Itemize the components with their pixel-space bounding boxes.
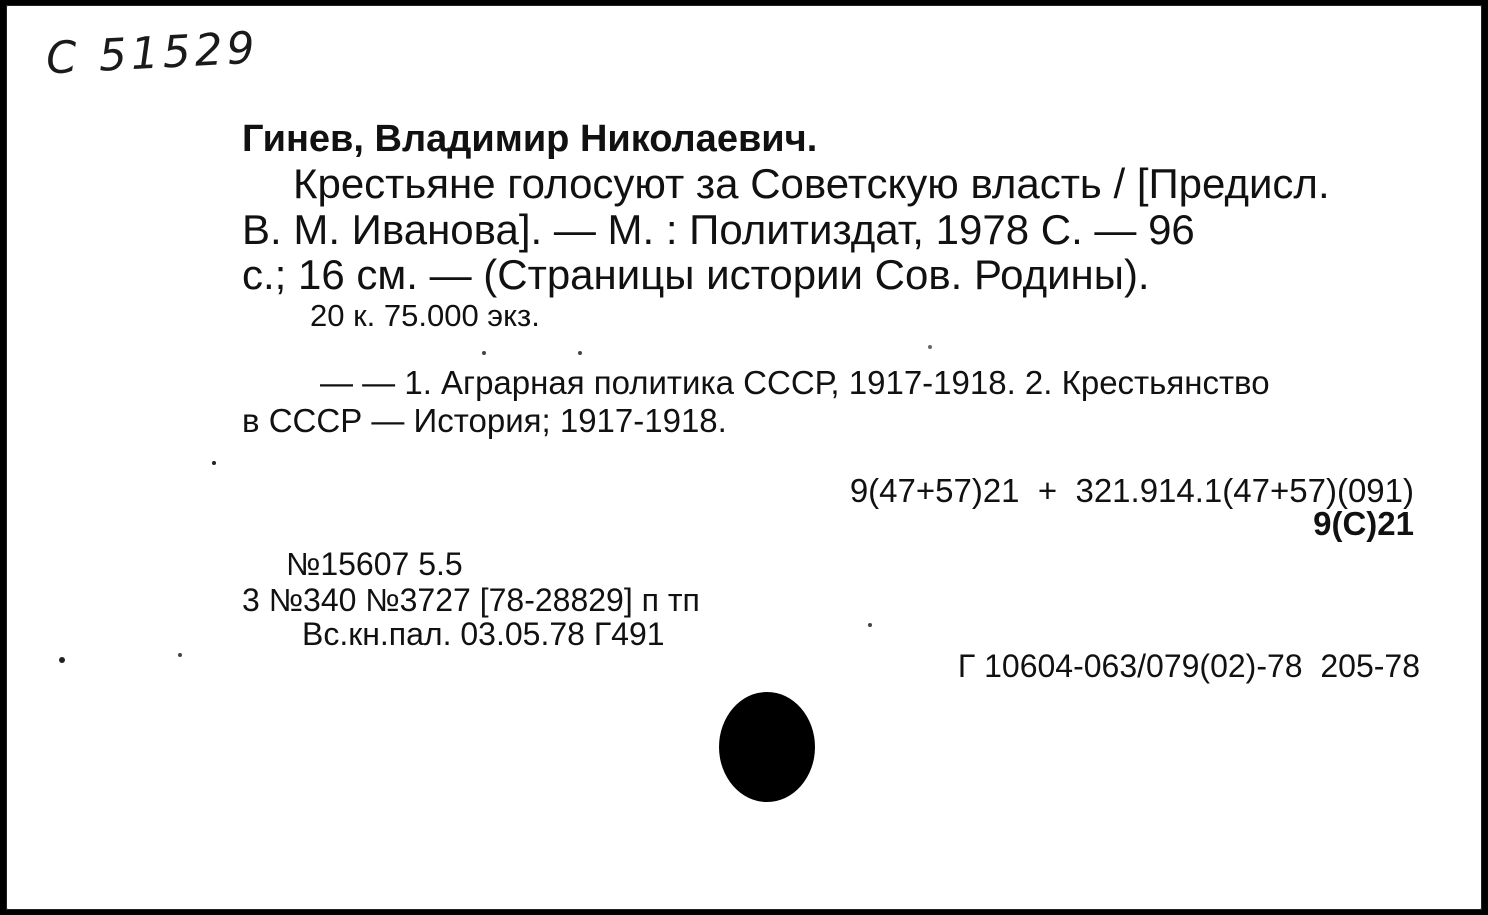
title-line: Крестьяне голосуют за Советскую власть / [Предисл. — [293, 160, 1330, 207]
order-numbers: 3 №340 №3727 [78-28829] п тп — [242, 582, 700, 618]
author: Гинев, Владимир Николаевич. — [242, 118, 818, 160]
handwritten-number: C 51529 — [44, 22, 260, 85]
title-line: с.; 16 см. — (Страницы истории Сов. Родины). — [242, 251, 1150, 298]
chamber-date: Вс.кн.пал. 03.05.78 Г491 — [302, 616, 665, 652]
registration-number: №15607 5.5 — [286, 546, 463, 582]
publisher-code: Г 10604-063/079(02)-78 205-78 — [957, 648, 1420, 684]
punch-hole — [719, 692, 815, 802]
title-line: В. М. Иванова]. — М. : Политиздат, 1978 С. — 96 — [242, 206, 1195, 253]
classification-index-short: 9(С)21 — [1313, 505, 1414, 542]
subject-line: — — 1. Аграрная политика СССР, 1917-1918. 2. Крестьянство — [320, 364, 1270, 401]
subject-line: в СССР — История; 1917-1918. — [242, 402, 727, 439]
classification-index: 9(47+57)21 + 321.914.1(47+57)(091) — [849, 472, 1414, 509]
price-copies: 20 к. 75.000 экз. — [310, 298, 540, 333]
